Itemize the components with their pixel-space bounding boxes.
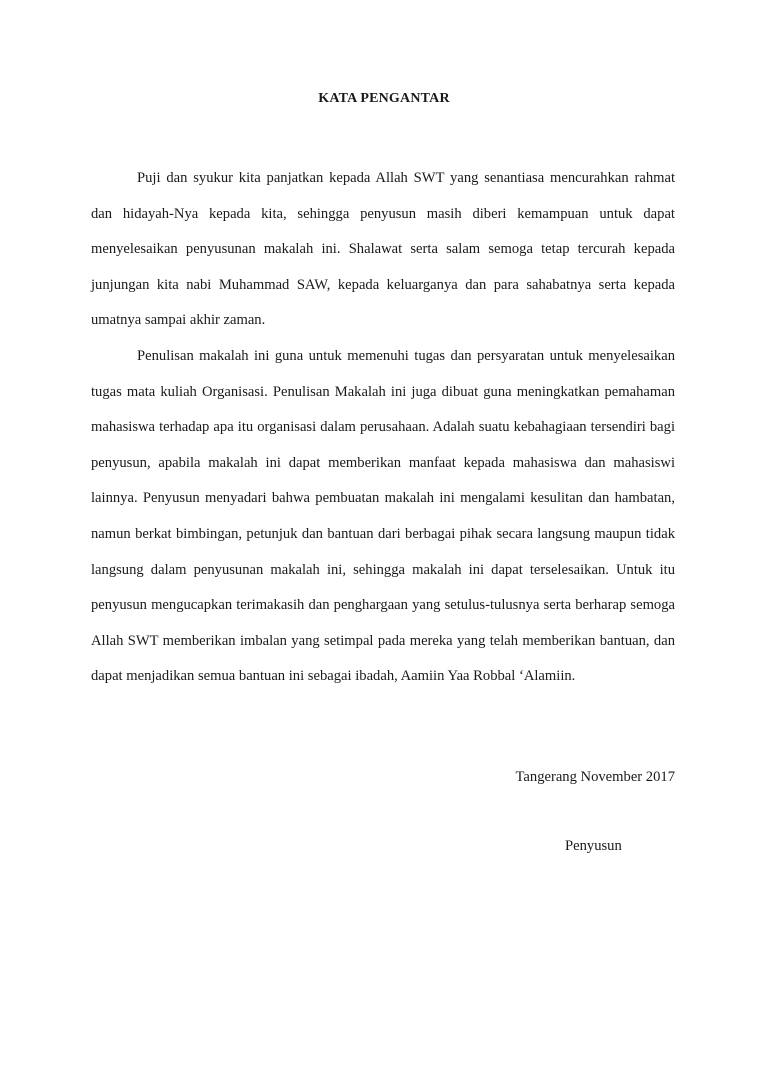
place-and-date: Tangerang November 2017 bbox=[515, 769, 675, 785]
document-body bbox=[91, 161, 675, 695]
paragraph-2: Penulisan makalah ini guna untuk memenuhi tugas dan persyaratan untuk menyelesaikan tugas mata kuliah Organisasi. Penulisan Makalah ini juga dibuat guna meningkatkan pemahaman mahasiswa terhadap apa itu organisasi dalam perusahaan. Adalah suatu kebahagiaan tersendiri bagi penyusun, apabila makalah ini dapat memberikan manfaat kepada mahasiswa dan mahasiswi lainnya. Penyusun menyadari bahwa pembuatan makalah ini mengalami kesulitan dan hambatan, namun berkat bimbingan, petunjuk dan bantuan dari berbagai pihak secara langsung maupun tidak langsung dalam penyusunan makalah ini, sehingga makalah ini dapat terselesaikan. Untuk itu penyusun mengucapkan terimakasih dan penghargaan yang setulus-tulusnya serta berharap semoga Allah SWT memberikan imbalan yang setimpal pada mereka yang telah memberikan bantuan, dan dapat menjadikan semua bantuan ini sebagai ibadah, Aamiin Yaa Robbal ‘Alamiin. bbox=[91, 347, 675, 685]
author-label: Penyusun bbox=[565, 838, 622, 854]
paragraph-1: Puji dan syukur kita panjatkan kepada Allah SWT yang senantiasa mencurahkan rahmat dan hidayah-Nya kepada kita, sehingga penyusun masih diberi kemampuan untuk dapat menyelesaikan penyusunan makalah ini. Shalawat serta salam semoga tetap tercurah kepada junjungan kita nabi Muhammad SAW, kepada keluarganya dan para sahabatnya serta kepada umatnya sampai akhir zaman. bbox=[91, 170, 675, 329]
page-title: KATA PENGANTAR bbox=[318, 91, 450, 106]
